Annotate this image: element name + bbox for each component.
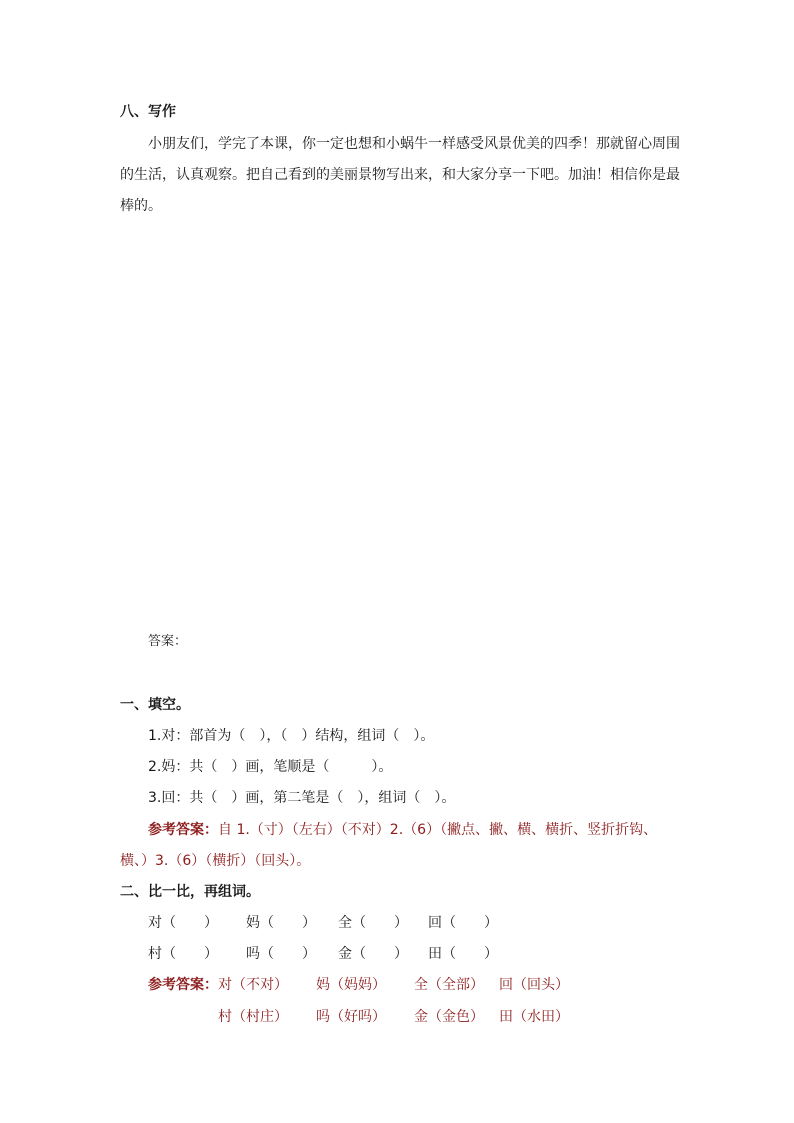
section1-answer-line-1 — [148, 820, 657, 840]
section2-answer-item: 田（水田） — [499, 1009, 569, 1025]
section2-heading: 二、比一比，再组词。 — [120, 884, 260, 900]
section2-answer-row-2 — [218, 1007, 569, 1027]
section2-item: 村（ ） — [148, 946, 218, 962]
section2-row-1 — [148, 913, 498, 933]
section1-question-2: 2.妈：共（ ）画，笔顺是（ ）。 — [148, 759, 393, 775]
section2-item: 回（ ） — [428, 915, 498, 931]
section2-item: 全（ ） — [338, 915, 408, 931]
section2-answer-item: 妈（妈妈） — [316, 977, 386, 993]
section2-answer-item: 村（村庄） — [218, 1009, 288, 1025]
writing-paragraph-line-3: 棒的。 — [120, 198, 162, 214]
section2-answer-item: 全（全部） — [414, 977, 484, 993]
section1-heading: 一、填空。 — [120, 697, 190, 713]
section1-answer-text: 自 1.（寸）（左右）（不对）2.（6）（撇点、撇、横、横折、竖折折钩、 — [218, 822, 658, 838]
section1-question-3: 3.回：共（ ）画，第二笔是（ ），组词（ ）。 — [148, 790, 456, 806]
section2-item: 田（ ） — [428, 946, 498, 962]
section2-item: 金（ ） — [338, 946, 408, 962]
section2-answer-item: 吗（好吗） — [316, 1009, 386, 1025]
answers-label: 答案： — [148, 634, 188, 649]
writing-heading: 八、写作 — [120, 104, 176, 120]
writing-paragraph-line-2: 的生活，认真观察。把自己看到的美丽景物写出来，和大家分享一下吧。加油！相信你是最 — [120, 167, 680, 183]
section1-answer-line-2: 横、）3.（6）（横折）（回头）。 — [120, 853, 311, 869]
section2-item: 吗（ ） — [246, 946, 316, 962]
section2-answer-item: 金（金色） — [414, 1009, 484, 1025]
section2-item: 妈（ ） — [246, 915, 316, 931]
section1-answer-label: 参考答案： — [148, 822, 218, 838]
section2-row-2 — [148, 944, 498, 964]
section1-question-1: 1.对：部首为（ ），（ ）结构，组词（ ）。 — [148, 728, 435, 744]
section2-item: 对（ ） — [148, 915, 218, 931]
writing-paragraph-line-1: 小朋友们，学完了本课，你一定也想和小蜗牛一样感受风景优美的四季！那就留心周围 — [148, 136, 680, 152]
section2-answer-label: 参考答案： — [148, 977, 218, 993]
section2-answer-item: 对（不对） — [218, 977, 288, 993]
section2-answer-item: 回（回头） — [499, 977, 569, 993]
section2-answer-row-1 — [148, 975, 569, 995]
